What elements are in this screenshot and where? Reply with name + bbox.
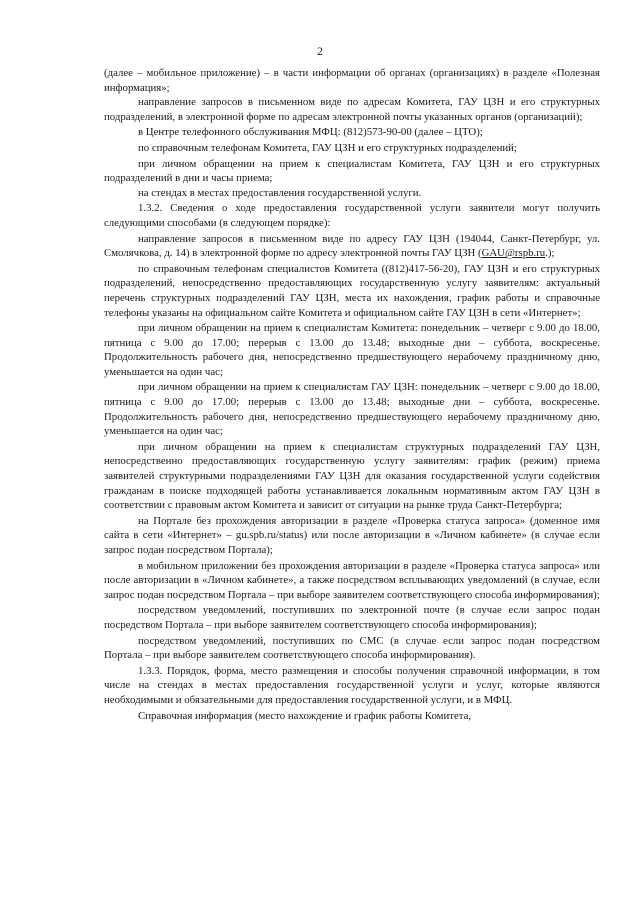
paragraph-4: по справочным телефонам Комитета, ГАУ ЦЗН и его структурных подразделений;: [138, 141, 517, 154]
section-1-3-3: 1.3.3. Порядок, форма, место размещения и способы получения справочной информации, в том числе на стендах в местах предоставления государственной услуги и услуг, которые являются необходимыми и обязательными для предоставления государственной услуги, и в МФЦ.: [104, 664, 600, 706]
paragraph-12: при личном обращении на прием к специалистам структурных подразделений ГАУ ЦЗН, непосредственно предоставляющих государственную услугу заявителям: график (режим) приема заявителей структурными подразделениями ГАУ ЦЗН для оказания государственной услуги содействия гражданам в поиске подходящей работы устанавливается локальным нормативным актом ГАУ ЦЗН в соответствии с правовым актом Комитета и зависит от ситуации на рынке труда Санкт-Петербурга;: [104, 440, 600, 512]
paragraph-8: [104, 232, 600, 261]
paragraph-14: в мобильном приложении без прохождения авторизации в разделе «Проверка статуса запроса» или после авторизации в «Личном кабинете», а также посредством всплывающих уведомлений (в случае, если запрос подан посредством Портала – при выборе заявителем соответствующего способа информирования);: [104, 559, 600, 601]
paragraph-18: Справочная информация (место нахождение и график работы Комитета,: [138, 709, 472, 722]
paragraph-15: посредством уведомлений, поступивших по электронной почте (в случае если запрос подан посредством Портала – при выборе заявителем соответствующего способа информирования);: [104, 604, 600, 631]
paragraph-3: в Центре телефонного обслуживания МФЦ: (812)573-90-00 (далее – ЦТО);: [138, 126, 483, 139]
email-link[interactable]: GAU@rspb.ru: [481, 247, 546, 260]
section-1-3-2: 1.3.2. Сведения о ходе предоставления государственной услуги заявители могут получить следующими способами (в следующем порядке):: [104, 202, 600, 229]
paragraph-5: при личном обращении на прием к специалистам Комитета, ГАУ ЦЗН и его структурных подразделений в дни и часы приема;: [104, 157, 600, 185]
document-body: [104, 66, 600, 723]
paragraph-8-end: .);: [545, 247, 555, 260]
paragraph-9: по справочным телефонам специалистов Комитета ((812)417-56-20), ГАУ ЦЗН и его структурных подразделений, непосредственно предоставляющих государственную услугу заявителям: актуальный перечень структурных подразделений ГАУ ЦЗН, места их нахождения, график работы и справочные телефоны указаны на официальном сайте Комитета и официальном сайте ГАУ ЦЗН в сети «Интернет»;: [104, 262, 600, 319]
paragraph-16: посредством уведомлений, поступивших по СМС (в случае если запрос подан посредством Портала – при выборе заявителем соответствующего способа информирования).: [104, 634, 600, 662]
paragraph-13: на Портале без прохождения авторизации в разделе «Проверка статуса запроса» (доменное имя сайта в сети «Интернет» – gu.spb.ru/status) или после авторизации в «Личном кабинете» (в случае если запрос подан посредством Портала);: [104, 514, 600, 556]
page-number: 2: [317, 44, 323, 58]
paragraph-10: при личном обращении на прием к специалистам Комитета: понедельник – четверг с 9.00 до 18.00, пятница с 9.00 до 17.00; перерыв с 13.00 до 13.48; выходные дни – суббота, воскресенье. Продолжительность рабочего дня, непосредственно предшествующего нерабочему праздничному дню, уменьшается на один час;: [104, 322, 600, 378]
paragraph-2: направление запросов в письменном виде по адресам Комитета, ГАУ ЦЗН и его структурных подразделений, в электронной форме по адресам электронной почты указанных органов (организаций);: [104, 96, 600, 123]
paragraph-11: при личном обращении на прием к специалистам ГАУ ЦЗН: понедельник – четверг с 9.00 до 18.00, пятница с 9.00 до 17.00; перерыв с 13.00 до 13.48; выходные дни – суббота, воскресенье. Продолжительность рабочего дня, непосредственно предшествующего нерабочему праздничному дню, уменьшается на один час;: [104, 381, 600, 438]
paragraph-1: (далее – мобильное приложение) – в части информации об органах (организациях) в разделе «Полезная информация»;: [104, 67, 600, 94]
paragraph-6: на стендах в местах предоставления государственной услуги.: [138, 186, 422, 199]
paragraph-8-text: направление запросов в письменном виде по адресу ГАУ ЦЗН (194044, Санкт-Петербург, ул. Смолячкова, д. 14) в электронной форме по адресу электронной почты ГАУ ЦЗН (: [104, 232, 600, 260]
